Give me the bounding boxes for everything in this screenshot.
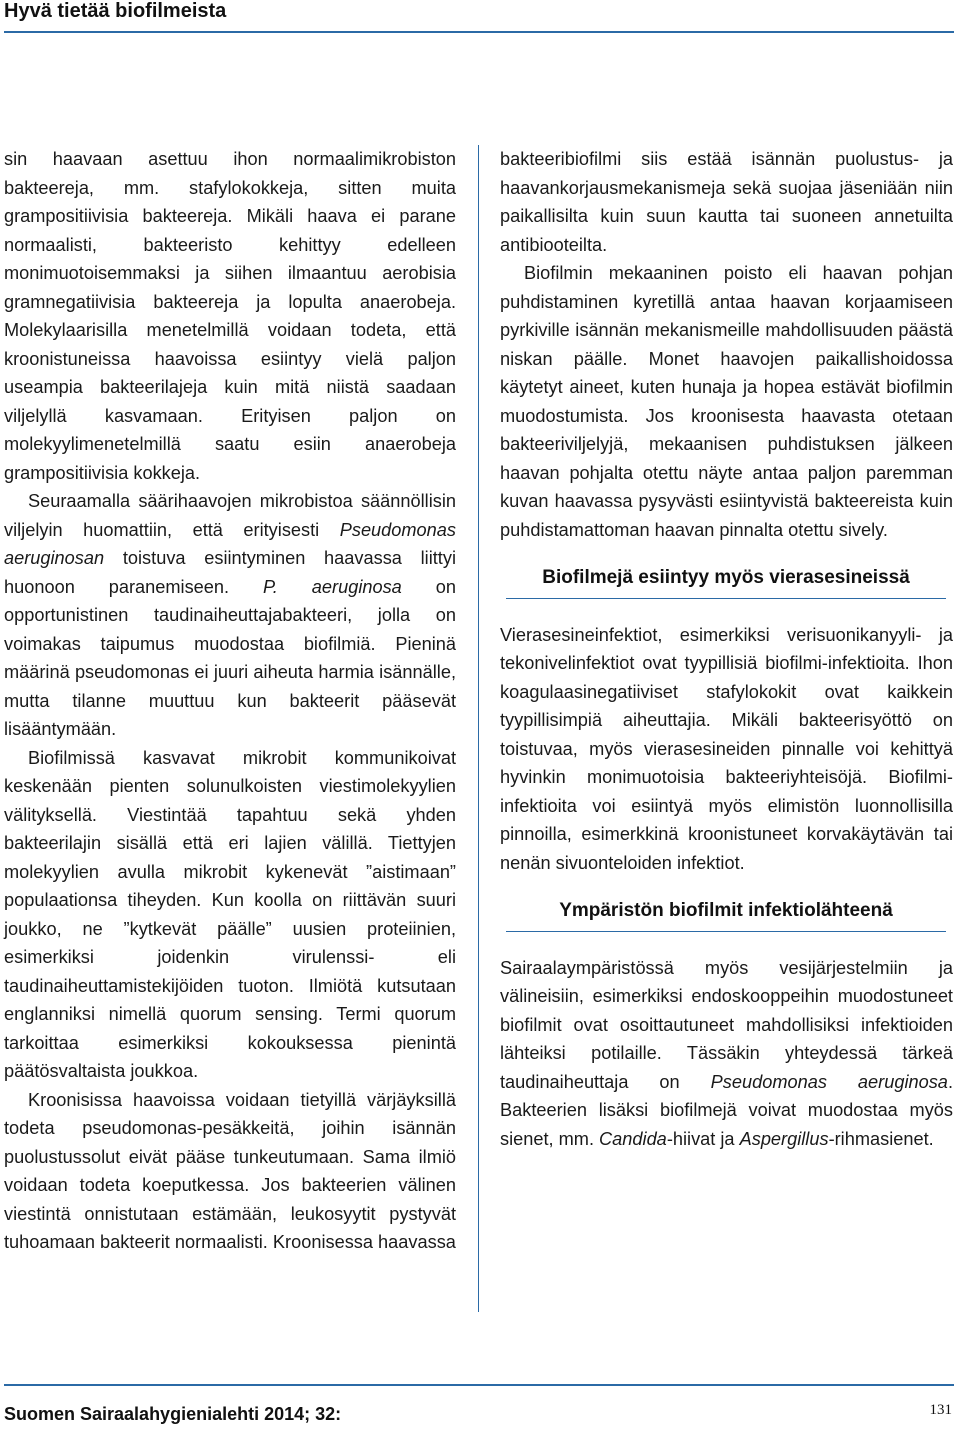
left-column xyxy=(4,145,456,1257)
journal-citation: Suomen Sairaalahygienialehti 2014; 32: xyxy=(4,1404,342,1424)
text-span: -hiivat ja xyxy=(666,1128,740,1149)
text-span: on opportunistinen taudinaiheuttajabakteeri, jolla on voimakas taipumus muodostaa biofilmiä. Pieninä määrinä pseudomonas ei juuri aiheuta harmia isännälle, mutta tilanne muuttuu kun bakteerit pääsevät lisääntymään. xyxy=(4,576,456,739)
paragraph: Biofilmin mekaaninen poisto eli haavan pohjan puhdistaminen kyretillä antaa haavan korjaamiseen pyrkiville isännän mekanismeille mahdollisuuden päästä niskan päälle. Monet haavojen paikallishoidossa käytetyt aineet, kuten hunaja ja hopea estävät biofilmin muodostumista. Jos kroonisesta haavasta otetaan bakteeriviljelyjä, mekaanisen puhdistuksen jälkeen haavan pohjalta otettu näyte antaa paljon paremman kuvan haavassa pysyvästi esiintyvistä bakteereista kuin puhdistamattoman haavan pinnalta otettu sively. xyxy=(500,263,953,540)
paragraph: sin haavaan asettuu ihon normaalimikrobiston bakteereja, mm. stafylokokkeja, sitten muita grampositiivisia bakteereja. Mikäli haava ei parane normaalisti, bakteeristo kehittyy edelleen monimuotoisemmaksi ja siihen ilmaantuu aerobisia gramnegatiivisia bakteereja ja lopulta anaerobeja. Molekylaarisilla menetelmillä voidaan todeta, että kroonistuneissa haavoissa esiintyy vielä paljon useampia bakteerilajeja kuin mitä niistä saadaan viljelyllä kasvamaan. Erityisen paljon on molekyylimenetelmillä saatu esiin anaerobeja grampositiivisia kokkeja. xyxy=(4,149,456,483)
page-header-title: Hyvä tietää biofilmeista xyxy=(4,0,227,22)
section-heading: Biofilmejä esiintyy myös vierasesineissä xyxy=(506,564,946,599)
text-span: toistuva esiintyminen haavassa liittyi huonoon paranemiseen. xyxy=(4,548,456,597)
paragraph: bakteeribiofilmi siis estää isännän puolustus- ja haavankorjausmekanismeja sekä suojaa jäseniään niin paikallisilta kuin suun kautta tai suoneen annetuilta antibiooteilta. xyxy=(500,149,953,255)
italic-term: P. aeruginosa xyxy=(263,576,402,597)
text-span: -rihmasienet. xyxy=(828,1128,934,1149)
italic-term: Pseudomonas aeruginosa xyxy=(710,1071,948,1092)
paragraph: Kroonisissa haavoissa voidaan tietyillä värjäyksillä todeta pseudomonas-pesäkkeitä, joihin isännän puolustussolut eivät pääse tunkeutumaan. Sama ilmiö voidaan todeta koeputkessa. Jos bakteerien välinen viestintä onnistutaan estämään, leukosyytit pystyvät tuhoamaan bakteerit normaalisti. Kroonisessa haavassa xyxy=(4,1089,456,1252)
paragraph xyxy=(500,954,953,1154)
italic-term: Candida xyxy=(599,1128,667,1149)
text-span: Seuraamalla säärihaavojen mikrobistoa säännöllisin viljelyin huomattiin, että erityisesti xyxy=(4,491,456,540)
paragraph: Vierasesineinfektiot, esimerkiksi verisuonikanyyli- ja tekonivelinfektiot ovat tyypillisiä biofilmi-infektioita. Ihon koagulaasinegatiiviset stafylokokit ovat kaikkein tyypillisimpiä aiheuttajia. Mikäli bakteerisyöttö on toistuvaa, myös vierasesineiden pinnalle voi kehittyä hyvinkin monimuotoisia bakteeriyhteisöjä. Biofilmi-infektioita voi esiintyä myös elimistön luonnollisilla pinnoilla, esimerkkinä kroonistuneet korvakäytävän tai nenän sivuonteloiden infektiot. xyxy=(500,624,953,873)
italic-term: Pseudomonas aeruginosan xyxy=(4,519,456,568)
section-heading: Ympäristön biofilmit infektiolähteenä xyxy=(506,897,946,932)
text-span: . Bakteerien lisäksi biofilmejä voivat muodostaa myös sienet, mm. xyxy=(500,1071,953,1149)
page-number: 131 xyxy=(929,1402,952,1418)
column-divider xyxy=(478,145,479,1312)
right-column xyxy=(500,145,953,1153)
paragraph: Biofilmissä kasvavat mikrobit kommunikoivat keskenään pienten solunulkoisten viestimolekyylien välityksellä. Viestintää tapahtuu sekä yhden bakteerilajin sisällä että eri lajien välillä. Tiettyjen molekyylien avulla mikrobit kykenevät ”aistimaan” populaationsa tiheyden. Kun koolla on riittävän suuri joukko, ne ”kytkevät päälle” uusien proteiinien, esimerkiksi joidenkin virulenssi- eli taudinaiheuttamistekijöiden tuoton. Ilmiötä kutsutaan englanniksi nimellä quorum sensing. Termi quorum tarkoittaa esimerkiksi kokouksessa pienintä päätösvaltaista joukkoa. xyxy=(4,747,456,1081)
paragraph xyxy=(4,487,456,744)
header-divider xyxy=(4,31,954,33)
text-span: Sairaalaympäristössä myös vesijärjestelmiin ja välineisiin, esimerkiksi endoskooppeihin muodostuneet biofilmit ovat osoittautuneet mahdollisiksi infektioiden lähteiksi potilaille. Tässäkin yhteydessä tärkeä taudinaiheuttaja on xyxy=(500,957,953,1092)
italic-term: Aspergillus xyxy=(739,1128,829,1149)
footer-divider xyxy=(4,1384,954,1386)
